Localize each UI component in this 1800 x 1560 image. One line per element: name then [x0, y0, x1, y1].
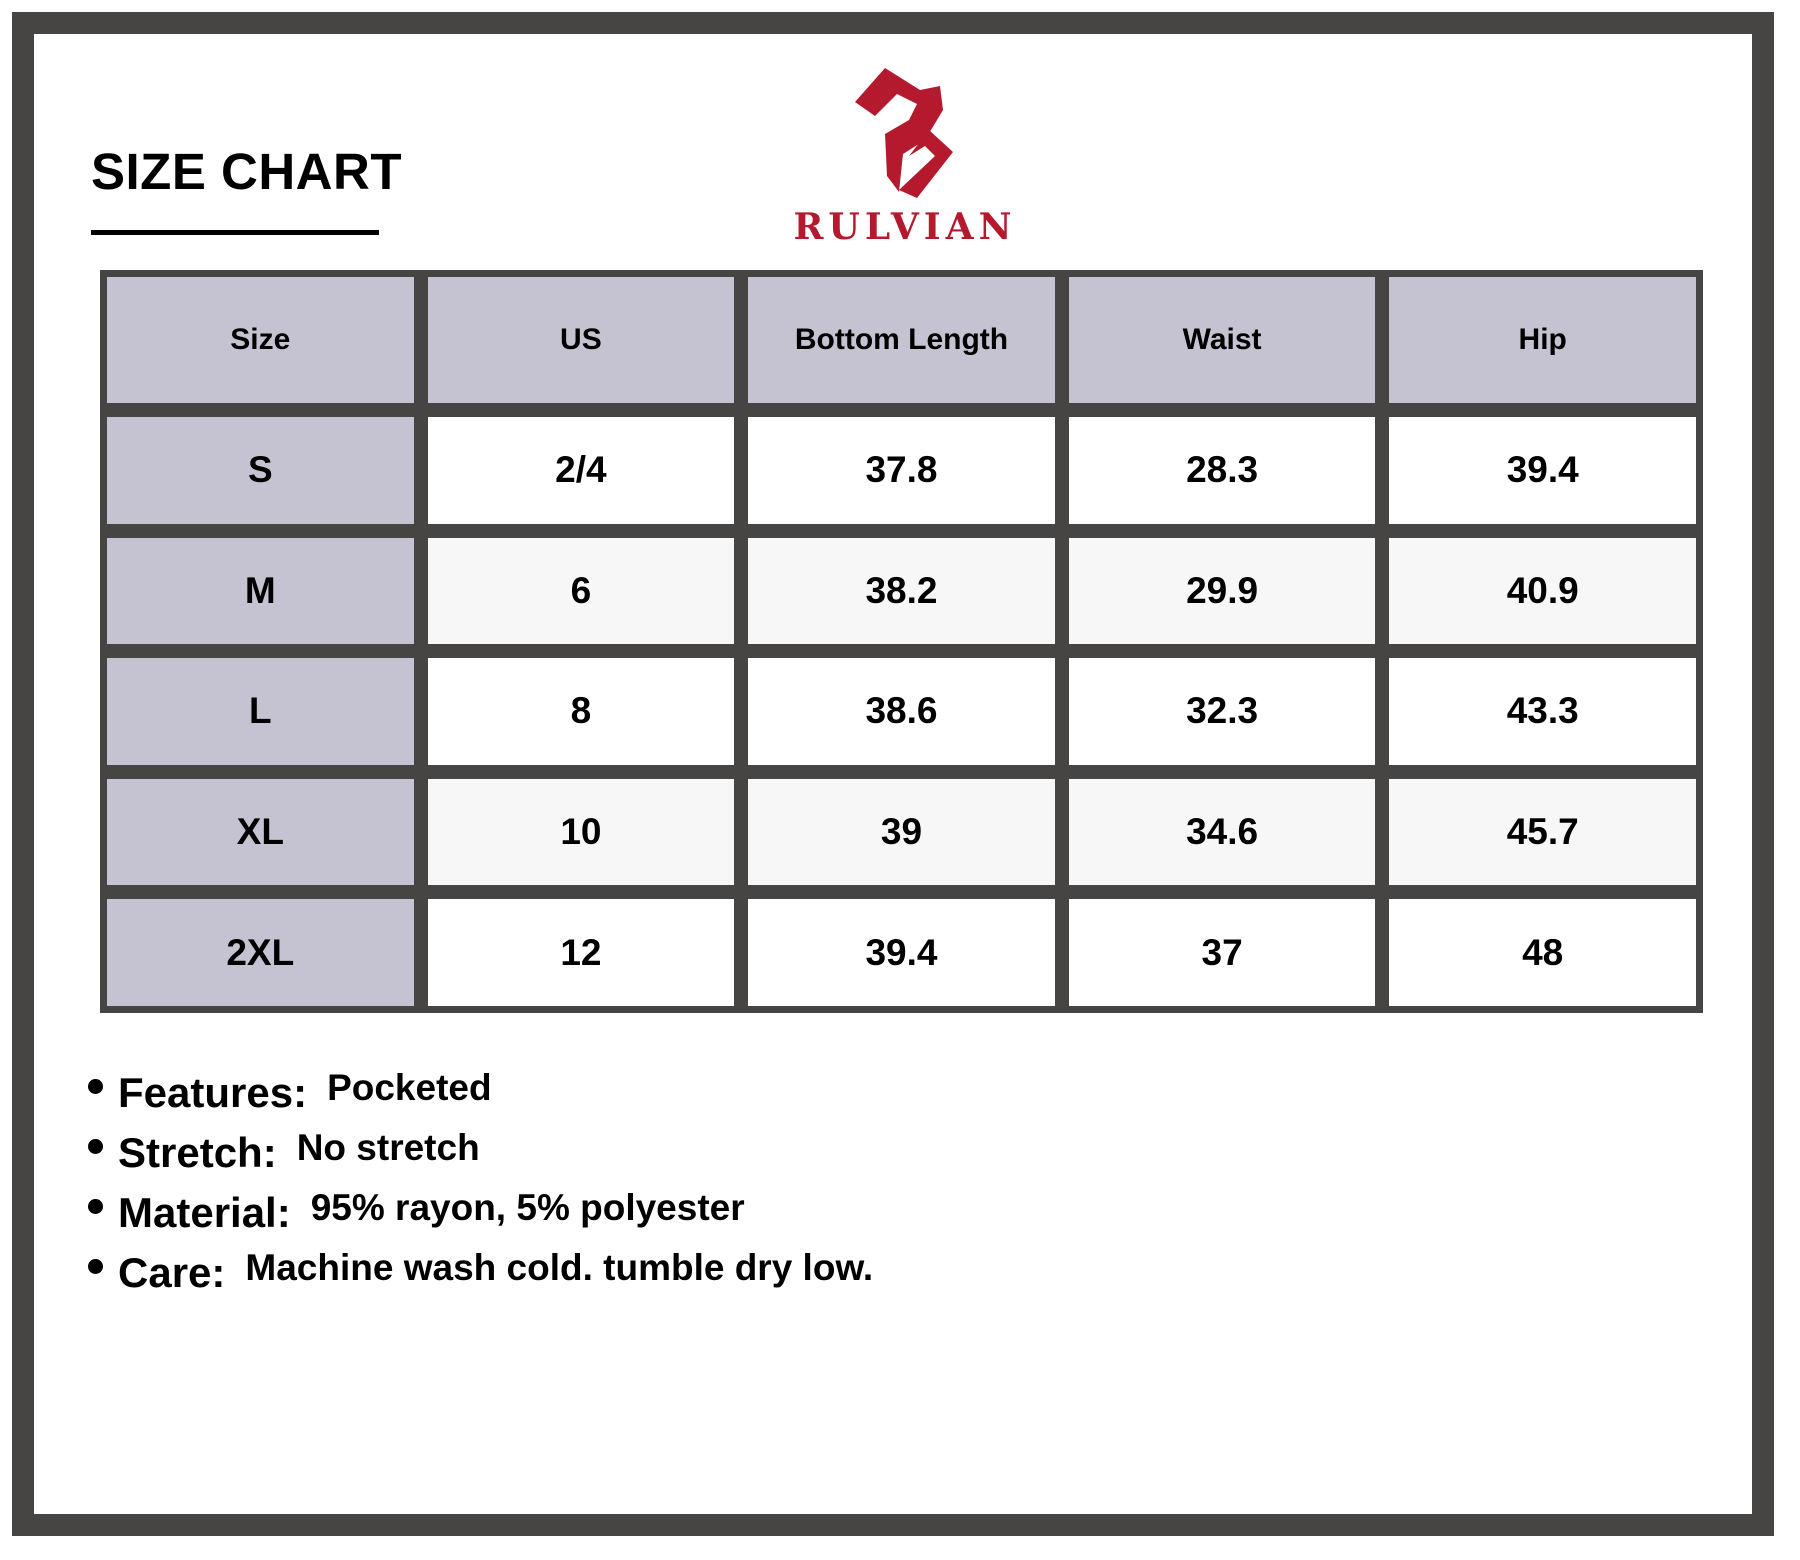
cell-waist: 28.3: [1069, 417, 1376, 524]
cell-waist: 32.3: [1069, 658, 1376, 765]
feature-value: Pocketed: [327, 1067, 492, 1108]
cell-bottom-length: 39: [748, 779, 1055, 886]
header-bottom-length: Bottom Length: [748, 277, 1055, 403]
size-label: L: [107, 658, 414, 765]
feature-item: [88, 1120, 873, 1180]
cell-waist: 34.6: [1069, 779, 1376, 886]
feature-label: Material:: [118, 1189, 291, 1236]
bullet-icon: [88, 1259, 103, 1274]
size-label: XL: [107, 779, 414, 886]
size-table: [100, 270, 1703, 1013]
header-hip: Hip: [1389, 277, 1696, 403]
cell-hip: 40.9: [1389, 538, 1696, 645]
cell-bottom-length: 38.2: [748, 538, 1055, 645]
cell-us: 12: [428, 899, 735, 1006]
feature-label: Stretch:: [118, 1129, 277, 1176]
cell-hip: 45.7: [1389, 779, 1696, 886]
size-label: 2XL: [107, 899, 414, 1006]
size-label: M: [107, 538, 414, 645]
header-waist: Waist: [1069, 277, 1376, 403]
feature-value: No stretch: [296, 1127, 480, 1168]
cell-us: 6: [428, 538, 735, 645]
rulvian-r-icon: [825, 64, 965, 199]
cell-hip: 48: [1389, 899, 1696, 1006]
brand-logo: [780, 64, 1030, 254]
cell-waist: 37: [1069, 899, 1376, 1006]
cell-bottom-length: 37.8: [748, 417, 1055, 524]
feature-item: [88, 1240, 873, 1300]
bullet-icon: [88, 1079, 103, 1094]
feature-label: Features:: [118, 1069, 308, 1116]
cell-us: 10: [428, 779, 735, 886]
header-us: US: [428, 277, 735, 403]
product-details-list: [88, 1060, 873, 1300]
cell-us: 8: [428, 658, 735, 765]
bullet-icon: [88, 1199, 103, 1214]
cell-waist: 29.9: [1069, 538, 1376, 645]
brand-wordmark: RULVIAN: [793, 206, 1017, 248]
page-title: SIZE CHART: [91, 143, 402, 200]
header-size: Size: [107, 277, 414, 403]
feature-item: [88, 1180, 873, 1240]
feature-value: Machine wash cold. tumble dry low.: [245, 1247, 874, 1288]
cell-hip: 43.3: [1389, 658, 1696, 765]
cell-hip: 39.4: [1389, 417, 1696, 524]
bullet-icon: [88, 1139, 103, 1154]
size-label: S: [107, 417, 414, 524]
cell-bottom-length: 39.4: [748, 899, 1055, 1006]
cell-bottom-length: 38.6: [748, 658, 1055, 765]
feature-item: [88, 1060, 873, 1120]
feature-value: 95% rayon, 5% polyester: [310, 1187, 745, 1228]
cell-us: 2/4: [428, 417, 735, 524]
title-underline: [91, 230, 379, 235]
feature-label: Care:: [118, 1249, 226, 1296]
